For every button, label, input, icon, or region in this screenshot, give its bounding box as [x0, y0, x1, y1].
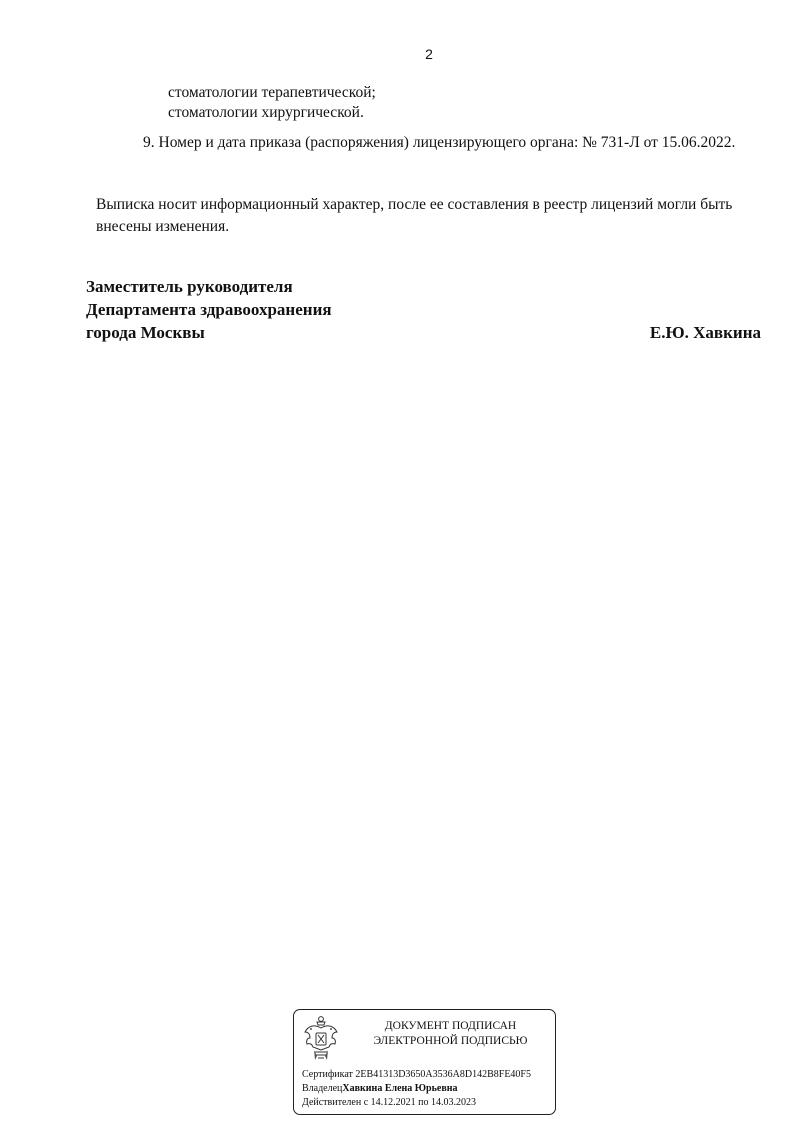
stamp-title — [348, 1019, 553, 1049]
certificate-value: 2EB41313D3650A3536A8D142B8FE40F5 — [355, 1069, 531, 1080]
list-item-therapeutic-dentistry: стоматологии терапевтической; — [168, 84, 376, 101]
signer-position-line: города Москвы — [86, 323, 205, 342]
signer-position-line: Департамента здравоохранения — [86, 300, 332, 319]
owner-line — [302, 1082, 458, 1095]
signer-position-line: Заместитель руководителя — [86, 277, 293, 296]
owner-value: Хавкина Елена Юрьевна — [342, 1083, 458, 1094]
stamp-title-line: ДОКУМЕНТ ПОДПИСАН — [384, 1020, 517, 1032]
signer-position — [86, 275, 332, 344]
signer-name: Е.Ю. Хавкина — [649, 323, 761, 342]
informational-notice: Выписка носит информационный характер, после ее составления в реестр лицензий могли быть внесены изменения. — [96, 196, 733, 235]
page-number: 2 — [425, 46, 433, 62]
certificate-line — [302, 1068, 531, 1081]
certificate-label: Сертификат — [302, 1069, 353, 1080]
stamp-title-line: ЭЛЕКТРОННОЙ ПОДПИСЬЮ — [373, 1035, 528, 1047]
order-number-and-date: 9. Номер и дата приказа (распоряжения) лицензирующего органа: № 731-Л от 15.06.2022. — [143, 134, 736, 151]
coat-of-arms-icon — [302, 1014, 340, 1064]
validity-line: Действителен с 14.12.2021 по 14.03.2023 — [302, 1097, 476, 1108]
owner-label: Владелец — [302, 1083, 343, 1094]
list-item-surgical-dentistry: стоматологии хирургической. — [168, 104, 364, 121]
electronic-signature-stamp — [293, 1009, 556, 1115]
